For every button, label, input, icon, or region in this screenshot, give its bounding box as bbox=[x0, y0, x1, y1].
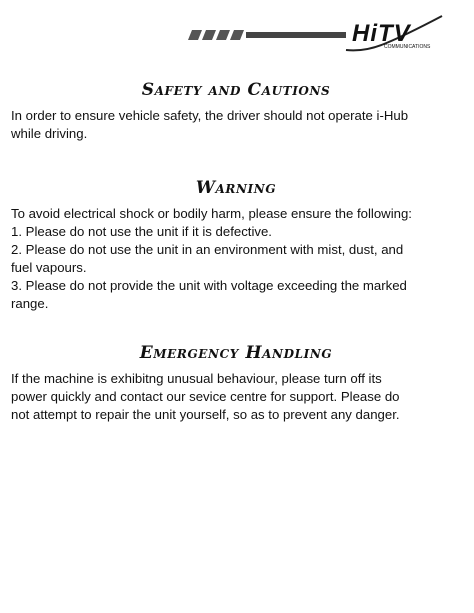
warning-section bbox=[11, 178, 461, 313]
body-line: not attempt to repair the unit yourself, so as to prevent any danger. bbox=[11, 407, 400, 422]
body-line: If the machine is exhibitng unusual behaviour, please turn off its bbox=[11, 371, 382, 386]
safety-section bbox=[11, 80, 461, 143]
body-line: while driving. bbox=[11, 126, 88, 141]
body-line: To avoid electrical shock or bodily harm, please ensure the following: bbox=[11, 206, 412, 221]
emergency-section bbox=[11, 343, 461, 424]
body-line: 1. Please do not use the unit if it is defective. bbox=[11, 224, 272, 239]
emergency-heading: Emergency Handling bbox=[139, 343, 333, 363]
safety-heading: Safety and Cautions bbox=[141, 80, 331, 100]
body-line: 3. Please do not provide the unit with voltage exceeding the marked bbox=[11, 278, 407, 293]
logo-subtext: COMMUNICATIONS bbox=[384, 44, 431, 50]
body-line: range. bbox=[11, 296, 49, 311]
body-line: In order to ensure vehicle safety, the driver should not operate i-Hub bbox=[11, 108, 409, 123]
body-line: 2. Please do not use the unit in an environment with mist, dust, and bbox=[11, 242, 404, 257]
body-line: power quickly and contact our sevice centre for support. Please do bbox=[11, 389, 400, 404]
logo-text: HiTV bbox=[352, 20, 411, 47]
header-stripe-bar bbox=[186, 30, 346, 40]
warning-heading: Warning bbox=[195, 178, 277, 198]
hitv-logo bbox=[344, 14, 444, 54]
body-line: fuel vapours. bbox=[11, 260, 87, 275]
